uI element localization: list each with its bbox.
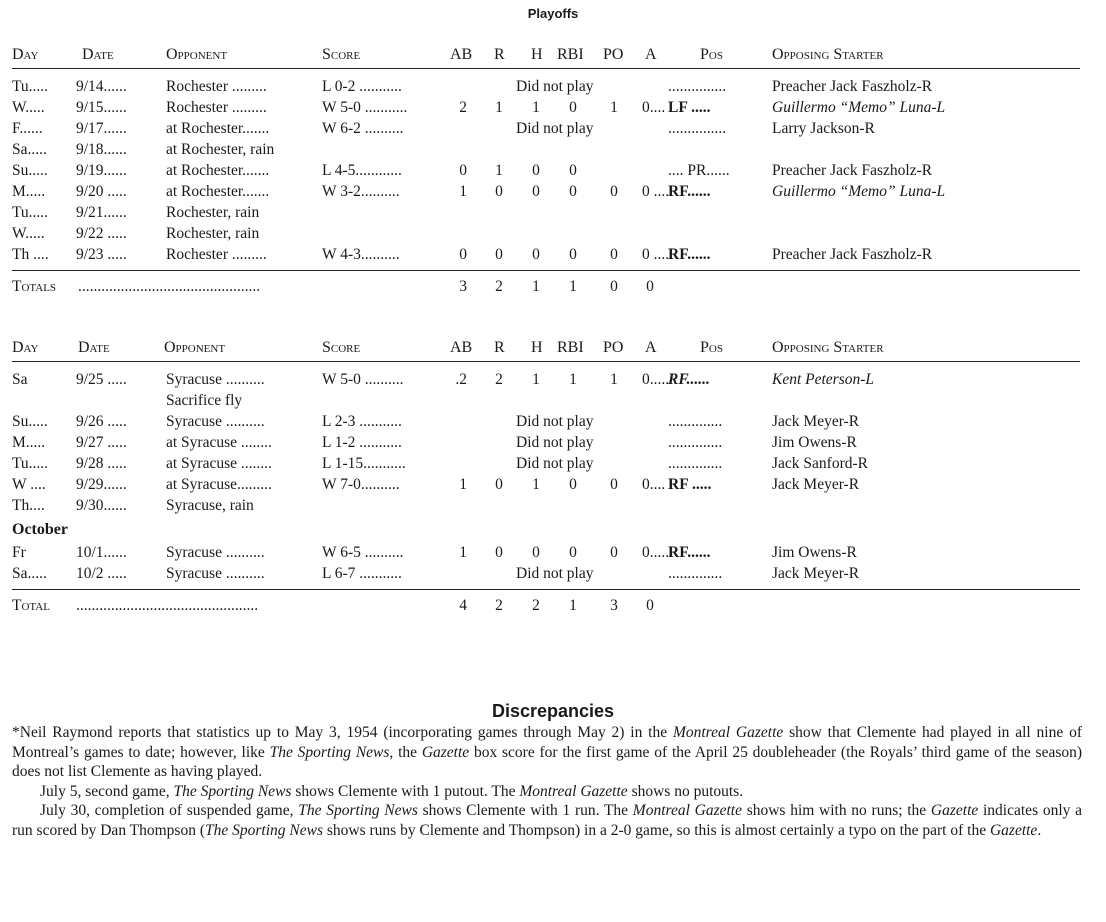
cell-day: Tu.....	[12, 455, 49, 472]
publication-name: The Sporting News	[205, 821, 323, 839]
discrepancy-paragraph	[12, 723, 1082, 782]
header-opposing-starter: Opposing Starter	[772, 339, 884, 356]
paragraph-text: show that Clemente had played in all nine of Montreal’s games to date; however, like	[12, 724, 1082, 761]
cell-date: 9/17......	[76, 120, 127, 137]
cell-score: W 5-0 ..........	[322, 371, 404, 388]
table-row	[12, 119, 1080, 140]
cell-opponent: at Rochester, rain	[166, 141, 275, 158]
cell-starter: Jim Owens-R	[772, 434, 857, 451]
cell-date: 9/14......	[76, 78, 127, 95]
paragraph-text: , the	[389, 743, 422, 761]
cell-score: W 3-2..........	[322, 183, 400, 200]
table-row	[12, 77, 1080, 98]
table-row	[12, 496, 1080, 517]
cell-a: 0....	[642, 476, 666, 493]
cell-day: Fr	[12, 544, 26, 561]
cell-ab: 0	[459, 246, 467, 263]
paragraph-text: shows Clemente with 1 run. The	[417, 802, 633, 819]
table-row	[12, 543, 1080, 564]
cell-a: 0 ....	[642, 246, 670, 263]
discrepancy-paragraph	[12, 782, 1082, 802]
table-row	[12, 433, 1080, 454]
cell-a: 0....	[642, 99, 666, 116]
cell-score: W 7-0..........	[322, 476, 400, 493]
cell-ab: 1	[459, 476, 467, 493]
cell-rbi: 0	[569, 183, 577, 200]
paragraph-text: shows runs by Clemente and Thompson) in a 2-0 game, so this is almost certainly a typo on the part of the	[323, 821, 990, 839]
cell-opponent: Syracuse ..........	[166, 371, 265, 388]
cell-score: L 6-7 ...........	[322, 565, 402, 582]
cell-rbi: 1	[569, 371, 577, 388]
cell-rbi: 0	[569, 246, 577, 263]
cell-day: Tu.....	[12, 78, 49, 95]
cell-starter: Kent Peterson-L	[772, 371, 875, 388]
cell-ab: 2	[459, 99, 467, 116]
cell-pos: RF......	[668, 183, 711, 200]
header-date: Date	[78, 339, 110, 356]
cell-po: 0	[610, 183, 618, 200]
cell-date: 9/19......	[76, 162, 127, 179]
paragraph-text: shows him with no runs; the	[741, 802, 931, 819]
cell-starter: Jack Meyer-R	[772, 476, 860, 493]
header-h: H	[531, 339, 543, 356]
cell-date: 10/1......	[76, 544, 127, 561]
cell-note: Did not play	[516, 413, 594, 430]
header-score: Score	[322, 46, 361, 63]
header-a: A	[645, 46, 657, 63]
cell-starter: Jack Sanford-R	[772, 455, 868, 472]
cell-pos: .... PR......	[668, 162, 730, 179]
cell-h: 1	[532, 476, 540, 493]
totals-row	[12, 270, 1080, 295]
totals-po: 0	[610, 278, 618, 295]
cell-pos: RF......	[668, 371, 710, 388]
cell-score: L 1-2 ...........	[322, 434, 402, 451]
cell-opponent: Syracuse ..........	[166, 413, 265, 430]
totals-ab: 4	[459, 597, 467, 614]
table-row	[12, 161, 1080, 182]
header-pos: Pos	[700, 46, 723, 63]
paragraph-text: box score for the first game of the April 25 doubleheader (the Royals’ third game of the season) does not list Clemente as having played.	[12, 743, 1083, 780]
playoffs-table-rochester	[12, 46, 1080, 295]
cell-date: 9/22 .....	[76, 225, 127, 242]
cell-date: 9/30......	[76, 497, 127, 514]
cell-pos: LF .....	[668, 99, 711, 116]
paragraph-text: July 5, second game,	[40, 782, 174, 800]
cell-ab: 1	[459, 183, 467, 200]
cell-ab: .2	[455, 371, 467, 388]
cell-a: 0.....	[642, 371, 670, 388]
cell-date: 9/15......	[76, 99, 127, 116]
header-date: Date	[82, 46, 114, 63]
cell-note: Did not play	[516, 455, 594, 472]
table-row	[12, 454, 1080, 475]
cell-a: 0 ....	[642, 183, 670, 200]
cell-opponent: Rochester, rain	[166, 204, 260, 221]
totals-po: 3	[610, 597, 618, 614]
playoffs-table-syracuse	[12, 339, 1080, 614]
cell-score: W 6-5 ..........	[322, 544, 404, 561]
cell-date: 9/26 .....	[76, 413, 127, 430]
cell-day: Su.....	[12, 162, 48, 179]
table-row	[12, 98, 1080, 119]
header-score: Score	[322, 339, 361, 356]
header-h: H	[531, 46, 543, 63]
cell-starter: Jim Owens-R	[772, 544, 857, 561]
cell-rbi: 0	[569, 162, 577, 179]
publication-name: Gazette	[930, 802, 979, 819]
cell-score: W 6-2 ..........	[322, 120, 404, 137]
publication-name: Gazette	[421, 743, 470, 761]
cell-opponent: at Syracuse ........	[166, 455, 272, 472]
cell-date: 9/21......	[76, 204, 127, 221]
cell-h: 1	[532, 99, 540, 116]
cell-h: 0	[532, 246, 540, 263]
cell-date: 9/20 .....	[76, 183, 127, 200]
header-opponent: Opponent	[166, 46, 228, 63]
cell-opponent: at Syracuse.........	[166, 476, 272, 493]
discrepancies-title: Discrepancies	[491, 701, 615, 721]
cell-day: W.....	[12, 99, 45, 116]
totals-h: 1	[532, 278, 540, 295]
cell-date: 9/28 .....	[76, 455, 127, 472]
publication-name: The Sporting News	[298, 802, 418, 819]
discrepancy-paragraph	[12, 801, 1082, 840]
cell-rbi: 0	[569, 544, 577, 561]
totals-r: 2	[495, 597, 503, 614]
cell-day: W ....	[12, 476, 46, 493]
totals-h: 2	[532, 597, 540, 614]
cell-score: L 2-3 ...........	[322, 413, 402, 430]
header-rbi: RBI	[557, 339, 584, 356]
cell-h: 0	[532, 162, 540, 179]
cell-opponent: at Rochester.......	[166, 162, 270, 179]
totals-row	[12, 589, 1080, 614]
cell-starter: Jack Meyer-R	[772, 413, 860, 430]
cell-h: 0	[532, 183, 540, 200]
cell-po: 1	[610, 371, 618, 388]
cell-r: 0	[495, 246, 503, 263]
cell-note: Did not play	[516, 565, 594, 582]
totals-ab: 3	[459, 278, 467, 295]
cell-day: M.....	[12, 434, 46, 451]
header-ab: AB	[450, 339, 473, 356]
header-pos: Pos	[700, 339, 723, 356]
cell-date: 9/18......	[76, 141, 127, 158]
october-subhead: October	[12, 521, 68, 538]
table-row	[12, 370, 1080, 391]
cell-day: Sa.....	[12, 141, 47, 158]
header-po: PO	[603, 46, 624, 63]
header-day: Day	[12, 339, 39, 356]
cell-day: Sa.....	[12, 565, 47, 582]
cell-starter: Preacher Jack Faszholz-R	[772, 78, 933, 95]
cell-po: 1	[610, 99, 618, 116]
totals-label: Totals	[12, 278, 57, 295]
cell-r: 1	[495, 162, 503, 179]
cell-r: 1	[495, 99, 503, 116]
cell-day: Sa	[12, 371, 28, 388]
cell-pos: ..............	[668, 565, 723, 582]
totals-a: 0	[646, 597, 654, 614]
cell-po: 0	[610, 476, 618, 493]
table-row	[12, 203, 1080, 224]
cell-pos: ..............	[668, 413, 723, 430]
cell-a: 0.....	[642, 544, 670, 561]
header-ab: AB	[450, 46, 473, 63]
cell-note: Did not play	[516, 434, 594, 451]
header-day: Day	[12, 46, 39, 63]
paragraph-text: July 30, completion of suspended game,	[40, 802, 299, 819]
cell-ab: 1	[459, 544, 467, 561]
header-r: R	[494, 339, 505, 356]
table-row	[12, 182, 1080, 203]
header-opponent: Opponent	[164, 339, 226, 356]
cell-starter: Preacher Jack Faszholz-R	[772, 246, 933, 263]
paragraph-text: indicates only a run scored by Dan Thompson (	[12, 802, 1082, 839]
publication-name: Montreal Gazette	[632, 802, 742, 819]
totals-dots: ...............................................	[76, 597, 259, 614]
totals-dots: ...............................................	[78, 278, 261, 295]
cell-date: 9/25 .....	[76, 371, 127, 388]
cell-starter: Guillermo “Memo” Luna-L	[772, 99, 946, 116]
page-title: Playoffs	[527, 6, 579, 21]
cell-score: L 4-5............	[322, 162, 402, 179]
paragraph-text: shows no putouts.	[627, 782, 744, 800]
discrepancies-text	[12, 723, 1082, 840]
cell-opponent: Syracuse ..........	[166, 565, 265, 582]
cell-h: 1	[532, 371, 540, 388]
header-r: R	[494, 46, 505, 63]
totals-a: 0	[646, 278, 654, 295]
publication-name: The Sporting News	[173, 782, 292, 800]
cell-date: 9/23 .....	[76, 246, 127, 263]
cell-starter: Preacher Jack Faszholz-R	[772, 162, 933, 179]
cell-date: 9/27 .....	[76, 434, 127, 451]
cell-rbi: 0	[569, 476, 577, 493]
publication-name: Montreal Gazette	[519, 782, 628, 800]
cell-day: W.....	[12, 225, 45, 242]
cell-opponent: Rochester .........	[166, 246, 267, 263]
cell-note: Did not play	[516, 120, 594, 137]
table-header	[12, 46, 1080, 69]
table-row	[12, 245, 1080, 266]
publication-name: The Sporting News	[269, 743, 390, 761]
cell-pos: ..............	[668, 455, 723, 472]
header-rbi: RBI	[557, 46, 584, 63]
cell-opponent: Syracuse, rain	[166, 497, 254, 514]
cell-score: L 0-2 ...........	[322, 78, 402, 95]
cell-pos: RF......	[668, 544, 711, 561]
paragraph-text: shows Clemente with 1 putout. The	[291, 782, 520, 800]
table-row	[12, 564, 1080, 585]
table-row	[12, 140, 1080, 161]
cell-opponent: Rochester .........	[166, 78, 267, 95]
cell-opponent: at Rochester.......	[166, 120, 270, 137]
cell-day: Tu.....	[12, 204, 49, 221]
paragraph-text: .	[1037, 821, 1042, 839]
cell-day: Th ....	[12, 246, 49, 263]
cell-opponent: Sacrifice fly	[166, 392, 243, 409]
cell-starter: Larry Jackson-R	[772, 120, 875, 137]
cell-pos: ..............	[668, 434, 723, 451]
paragraph-text: *Neil Raymond reports that statistics up to May 3, 1954 (incorporating games through May 2) in the	[12, 724, 673, 741]
cell-starter: Guillermo “Memo” Luna-L	[772, 183, 946, 200]
totals-r: 2	[495, 278, 503, 295]
cell-day: Th....	[12, 497, 45, 514]
cell-opponent: at Syracuse ........	[166, 434, 272, 451]
cell-opponent: Syracuse ..........	[166, 544, 265, 561]
cell-score: L 1-15...........	[322, 455, 406, 472]
cell-opponent: at Rochester.......	[166, 183, 270, 200]
cell-ab: 0	[459, 162, 467, 179]
cell-day: Su.....	[12, 413, 48, 430]
cell-date: 10/2 .....	[76, 565, 127, 582]
cell-pos: ...............	[668, 120, 727, 137]
totals-label: Total	[12, 597, 50, 614]
cell-pos: ...............	[668, 78, 727, 95]
cell-opponent: Rochester .........	[166, 99, 267, 116]
cell-day: F......	[12, 120, 43, 137]
cell-day: M.....	[12, 183, 46, 200]
table-row	[12, 412, 1080, 433]
header-opposing-starter: Opposing Starter	[772, 46, 884, 63]
table-header	[12, 339, 1080, 362]
cell-pos: RF .....	[668, 476, 712, 493]
publication-name: Gazette	[989, 821, 1038, 839]
header-po: PO	[603, 339, 624, 356]
cell-r: 0	[495, 476, 503, 493]
cell-date: 9/29......	[76, 476, 127, 493]
cell-opponent: Rochester, rain	[166, 225, 260, 242]
cell-po: 0	[610, 544, 618, 561]
cell-starter: Jack Meyer-R	[772, 565, 860, 582]
header-a: A	[645, 339, 657, 356]
cell-r: 2	[495, 371, 503, 388]
publication-name: Montreal Gazette	[672, 724, 784, 741]
cell-pos: RF......	[668, 246, 711, 263]
totals-rbi: 1	[569, 278, 577, 295]
cell-h: 0	[532, 544, 540, 561]
table-row	[12, 391, 1080, 412]
totals-rbi: 1	[569, 597, 577, 614]
cell-po: 0	[610, 246, 618, 263]
cell-rbi: 0	[569, 99, 577, 116]
cell-note: Did not play	[516, 78, 594, 95]
table-row	[12, 475, 1080, 496]
cell-r: 0	[495, 183, 503, 200]
cell-score: W 5-0 ...........	[322, 99, 408, 116]
cell-r: 0	[495, 544, 503, 561]
cell-score: W 4-3..........	[322, 246, 400, 263]
table-row	[12, 224, 1080, 245]
